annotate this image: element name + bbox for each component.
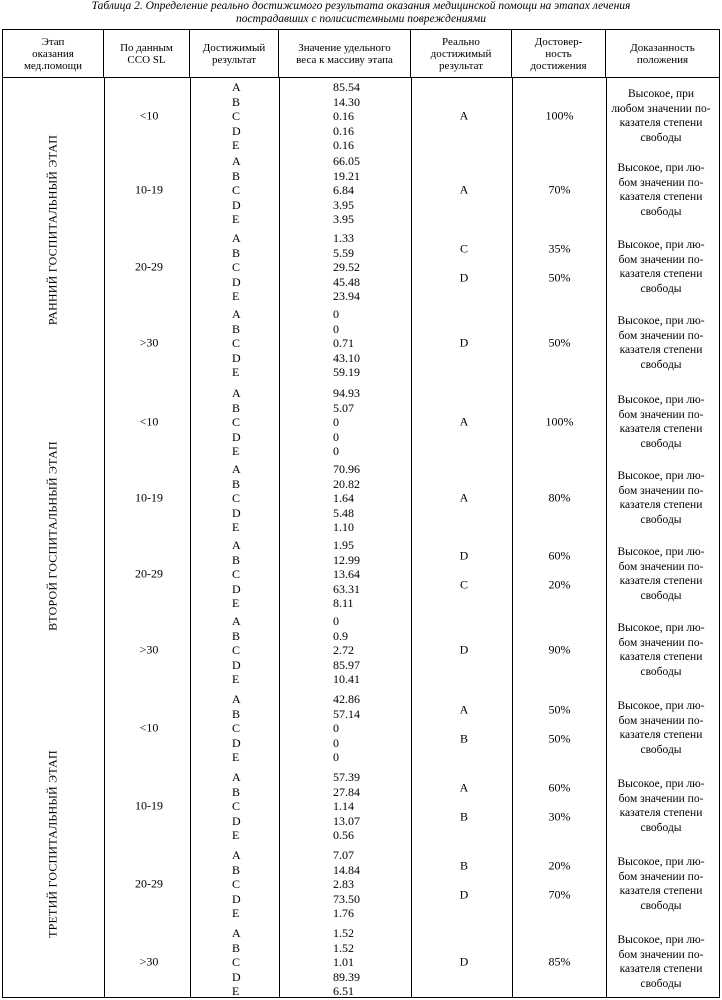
specific-weight-value: 1.95: [333, 538, 354, 552]
proof-line: свободы: [640, 205, 682, 218]
specific-weight-value: 13.64: [333, 567, 360, 581]
reliability-value: 50%: [548, 270, 571, 285]
proof-line: Высокое, при лю-: [617, 934, 705, 946]
sl-range: 10-19: [135, 798, 163, 813]
achievable-result: E: [232, 212, 240, 226]
achievable-result: E: [232, 750, 240, 764]
reliability-value: 100%: [545, 414, 574, 429]
achievable-result: B: [232, 400, 241, 415]
real-result: B: [459, 731, 468, 746]
achievable-result: C: [232, 183, 241, 197]
achievable-result: B: [232, 784, 241, 799]
specific-weight-value: 8.11: [333, 596, 354, 610]
proof-line: бом значении по-: [618, 560, 704, 573]
specific-weight-value: 1.52: [333, 940, 354, 955]
sl-range: 20-29: [135, 876, 163, 891]
reliability-value: 20%: [548, 577, 571, 592]
sl-range: >30: [139, 954, 159, 969]
achievable-result: B: [232, 168, 241, 183]
specific-weight-value: 0.16: [333, 123, 354, 138]
achievable-result: B: [232, 552, 241, 567]
proof-text: [606, 621, 716, 679]
real-result: D: [459, 270, 469, 285]
reliability-value: 60%: [548, 548, 571, 563]
proof-line: казателя степени: [619, 499, 703, 511]
achievable-result: C: [232, 109, 241, 123]
real-result: B: [459, 858, 468, 873]
achievable-result: C: [232, 336, 241, 350]
real-result: D: [459, 887, 469, 902]
proof-line: свободы: [640, 437, 682, 450]
achievable-result: B: [232, 321, 241, 336]
sl-range: <10: [139, 108, 159, 123]
stage-label: [3, 382, 103, 690]
sl-range: 10-19: [135, 182, 163, 197]
stage-name: ВТОРОЙ ГОСПИТАЛЬНЫЙ ЭТАП: [45, 441, 60, 631]
specific-weight-value: 42.86: [333, 692, 360, 706]
header-achievable: Достижимый результат: [190, 30, 279, 77]
sl-range: >30: [139, 642, 159, 657]
real-result: A: [459, 490, 469, 505]
proof-line: Высокое, при лю-: [617, 394, 705, 406]
reliability-value: 80%: [548, 490, 571, 505]
achievable-result: E: [232, 520, 240, 534]
specific-weight-value: 0: [333, 735, 339, 750]
proof-line: бом значении по-: [618, 792, 704, 805]
reliability-value: 50%: [548, 702, 571, 717]
achievable-result: D: [232, 197, 241, 212]
achievable-result: E: [232, 444, 240, 458]
achievable-result: D: [232, 969, 241, 984]
proof-line: свободы: [640, 899, 682, 912]
real-result: D: [459, 548, 469, 563]
achievable-result: B: [232, 94, 241, 109]
proof-line: любом значении по-: [611, 102, 711, 115]
proof-line: казателя степени: [619, 117, 703, 129]
specific-weight-value: 6.51: [333, 984, 354, 998]
specific-weight-value: 0: [333, 415, 339, 429]
specific-weight-value: 19.21: [333, 168, 360, 183]
achievable-result: D: [232, 581, 241, 596]
proof-line: казателя степени: [619, 651, 703, 663]
proof-text: [606, 545, 716, 603]
specific-weight-value: 0.9: [333, 628, 348, 643]
reliability-value: 70%: [548, 182, 571, 197]
specific-weight-value: 0.16: [333, 138, 354, 152]
real-result: D: [459, 954, 469, 969]
proof-line: Высокое, при лю-: [617, 239, 705, 251]
proof-text: [606, 855, 716, 913]
specific-weight-value: 7.07: [333, 848, 354, 862]
proof-line: свободы: [640, 131, 682, 144]
specific-weight-value: 0: [333, 750, 339, 764]
header-value: Значение удельного веса к массиву этапа: [279, 30, 411, 77]
table-caption: [0, 0, 722, 30]
achievable-result: A: [232, 386, 241, 400]
real-result: D: [459, 642, 469, 657]
specific-weight-value: 0.16: [333, 109, 354, 123]
achievable-result: A: [232, 307, 241, 321]
achievable-result: A: [232, 231, 241, 245]
proof-line: бом значении по-: [618, 948, 704, 961]
proof-line: свободы: [640, 977, 682, 990]
proof-line: Высокое, при лю-: [617, 778, 705, 790]
proof-line: Высокое, при лю-: [617, 315, 705, 327]
sl-range: <10: [139, 720, 159, 735]
proof-text: [606, 238, 716, 296]
achievable-result: A: [232, 462, 241, 476]
data-table: [2, 29, 720, 998]
specific-weight-value: 57.14: [333, 706, 360, 721]
proof-line: казателя степени: [619, 807, 703, 819]
reliability-value: 70%: [548, 887, 571, 902]
real-result: C: [459, 577, 468, 592]
specific-weight-value: 45.48: [333, 274, 360, 289]
proof-line: бом значении по-: [618, 484, 704, 497]
specific-weight-value: 14.84: [333, 862, 360, 877]
achievable-result: A: [232, 770, 241, 784]
header-sl: По данным CCO SL: [104, 30, 190, 77]
achievable-result: D: [232, 123, 241, 138]
achievable-result: D: [232, 274, 241, 289]
specific-weight-value: 12.99: [333, 552, 360, 567]
achievable-result: D: [232, 350, 241, 365]
achievable-result: E: [232, 828, 240, 842]
specific-weight-value: 1.76: [333, 906, 354, 920]
proof-text: [606, 87, 716, 145]
proof-line: казателя степени: [619, 268, 703, 280]
specific-weight-value: 29.52: [333, 260, 360, 274]
achievable-result: C: [232, 799, 241, 813]
real-result: C: [459, 241, 468, 256]
real-result: A: [459, 182, 469, 197]
proof-text: [606, 393, 716, 451]
specific-weight-value: 3.95: [333, 197, 354, 212]
specific-weight-value: 5.59: [333, 245, 354, 260]
specific-weight-value: 89.39: [333, 969, 360, 984]
achievable-result: E: [232, 365, 240, 379]
specific-weight-value: 5.07: [333, 400, 354, 415]
proof-line: казателя степени: [619, 344, 703, 356]
proof-line: свободы: [640, 282, 682, 295]
proof-line: казателя степени: [619, 575, 703, 587]
table-header-row: [3, 30, 719, 78]
header-proof: Доказанность положения: [630, 41, 695, 66]
specific-weight-value: 0: [333, 721, 339, 735]
proof-line: бом значении по-: [618, 636, 704, 649]
real-result: B: [459, 809, 468, 824]
sl-range: 10-19: [135, 490, 163, 505]
specific-weight-value: 20.82: [333, 476, 360, 491]
specific-weight-value: 57.39: [333, 770, 360, 784]
specific-weight-value: 43.10: [333, 350, 360, 365]
specific-weight-value: 73.50: [333, 891, 360, 906]
reliability-value: 100%: [545, 108, 574, 123]
sl-range: <10: [139, 414, 159, 429]
specific-weight-value: 5.48: [333, 505, 354, 520]
specific-weight-value: 1.64: [333, 491, 354, 505]
proof-line: свободы: [640, 821, 682, 834]
achievable-result: B: [232, 245, 241, 260]
specific-weight-value: 0.71: [333, 336, 354, 350]
caption-line-1: Таблица 2. Определение реально достижимого результата оказания медицинской помощи на этапах лечения: [91, 0, 631, 12]
stage-label: [3, 690, 103, 998]
proof-text: [606, 314, 716, 372]
proof-line: казателя степени: [619, 191, 703, 203]
proof-line: свободы: [640, 665, 682, 678]
sl-range: 20-29: [135, 259, 163, 274]
achievable-result: E: [232, 596, 240, 610]
proof-line: бом значении по-: [618, 714, 704, 727]
achievable-result: D: [232, 891, 241, 906]
real-result: A: [459, 108, 469, 123]
achievable-result: A: [232, 80, 241, 94]
reliability-value: 50%: [548, 731, 571, 746]
achievable-result: C: [232, 260, 241, 274]
stage-label: [3, 77, 103, 382]
specific-weight-value: 1.01: [333, 955, 354, 969]
specific-weight-value: 1.14: [333, 799, 354, 813]
achievable-result: B: [232, 706, 241, 721]
proof-line: свободы: [640, 513, 682, 526]
achievable-result: C: [232, 491, 241, 505]
achievable-result: E: [232, 906, 240, 920]
proof-line: Высокое, при лю-: [617, 856, 705, 868]
proof-line: бом значении по-: [618, 408, 704, 421]
proof-text: [606, 777, 716, 835]
specific-weight-value: 27.84: [333, 784, 360, 799]
achievable-result: D: [232, 735, 241, 750]
achievable-result: B: [232, 628, 241, 643]
header-real: Реально достижимый результат: [411, 30, 512, 77]
achievable-result: B: [232, 940, 241, 955]
specific-weight-value: 6.84: [333, 183, 354, 197]
real-result: A: [459, 414, 469, 429]
achievable-result: C: [232, 643, 241, 657]
proof-line: бом значении по-: [618, 329, 704, 342]
reliability-value: 50%: [548, 335, 571, 350]
header-stage: Этап оказания мед.помощи: [3, 30, 104, 77]
proof-line: бом значении по-: [618, 870, 704, 883]
specific-weight-value: 70.96: [333, 462, 360, 476]
caption-line-2: пострадавших с полисистемными повреждениями: [236, 13, 486, 25]
specific-weight-value: 94.93: [333, 386, 360, 400]
achievable-result: D: [232, 657, 241, 672]
specific-weight-value: 0: [333, 614, 339, 628]
proof-line: Высокое, при лю-: [617, 470, 705, 482]
column-divider: [411, 77, 412, 997]
achievable-result: B: [232, 476, 241, 491]
specific-weight-value: 1.52: [333, 926, 354, 940]
proof-text: [606, 469, 716, 527]
achievable-result: C: [232, 415, 241, 429]
reliability-value: 30%: [548, 809, 571, 824]
achievable-result: A: [232, 848, 241, 862]
specific-weight-value: 0: [333, 444, 339, 458]
achievable-result: C: [232, 721, 241, 735]
proof-line: казателя степени: [619, 729, 703, 741]
achievable-result: E: [232, 984, 240, 998]
real-result: A: [459, 702, 469, 717]
column-divider: [279, 77, 280, 997]
header-reliability: Достовер- ность достижения: [512, 30, 606, 77]
specific-weight-value: 0: [333, 307, 339, 321]
proof-line: Высокое, при лю-: [617, 700, 705, 712]
reliability-value: 90%: [548, 642, 571, 657]
column-divider: [190, 77, 191, 997]
reliability-value: 85%: [548, 954, 571, 969]
stage-name: ТРЕТИЙ ГОСПИТАЛЬНЫЙ ЭТАП: [45, 750, 60, 938]
real-result: D: [459, 335, 469, 350]
specific-weight-value: 59.19: [333, 365, 360, 379]
proof-line: бом значении по-: [618, 176, 704, 189]
achievable-result: A: [232, 614, 241, 628]
column-divider: [104, 77, 105, 997]
specific-weight-value: 0: [333, 429, 339, 444]
sl-range: >30: [139, 335, 159, 350]
proof-line: свободы: [640, 358, 682, 371]
sl-range: 20-29: [135, 566, 163, 581]
proof-line: свободы: [640, 743, 682, 756]
proof-line: казателя степени: [619, 885, 703, 897]
proof-line: казателя степени: [619, 963, 703, 975]
proof-line: Высокое, при лю-: [617, 622, 705, 634]
specific-weight-value: 23.94: [333, 289, 360, 303]
achievable-result: A: [232, 692, 241, 706]
reliability-value: 60%: [548, 780, 571, 795]
specific-weight-value: 1.10: [333, 520, 354, 534]
achievable-result: A: [232, 154, 241, 168]
achievable-result: E: [232, 138, 240, 152]
specific-weight-value: 1.33: [333, 231, 354, 245]
proof-line: бом значении по-: [618, 253, 704, 266]
proof-text: [606, 699, 716, 757]
achievable-result: C: [232, 877, 241, 891]
stage-name: РАННИЙ ГОСПИТАЛЬНЫЙ ЭТАП: [45, 134, 60, 325]
specific-weight-value: 13.07: [333, 813, 360, 828]
proof-line: Высокое, при лю-: [617, 546, 705, 558]
specific-weight-value: 85.54: [333, 80, 360, 94]
achievable-result: C: [232, 955, 241, 969]
specific-weight-value: 66.05: [333, 154, 360, 168]
specific-weight-value: 10.41: [333, 672, 360, 686]
proof-line: казателя степени: [619, 423, 703, 435]
achievable-result: C: [232, 567, 241, 581]
specific-weight-value: 3.95: [333, 212, 354, 226]
proof-line: Высокое, при лю-: [617, 162, 705, 174]
reliability-value: 35%: [548, 241, 571, 256]
achievable-result: A: [232, 926, 241, 940]
proof-line: Высокое, при: [627, 88, 695, 100]
achievable-result: D: [232, 813, 241, 828]
specific-weight-value: 63.31: [333, 581, 360, 596]
specific-weight-value: 0.56: [333, 828, 354, 842]
proof-text: [606, 933, 716, 991]
achievable-result: B: [232, 862, 241, 877]
proof-line: свободы: [640, 589, 682, 602]
reliability-value: 20%: [548, 858, 571, 873]
achievable-result: D: [232, 429, 241, 444]
proof-text: [606, 161, 716, 219]
achievable-result: E: [232, 289, 240, 303]
achievable-result: A: [232, 538, 241, 552]
real-result: A: [459, 780, 469, 795]
specific-weight-value: 0: [333, 321, 339, 336]
achievable-result: D: [232, 505, 241, 520]
specific-weight-value: 2.83: [333, 877, 354, 891]
specific-weight-value: 85.97: [333, 657, 360, 672]
specific-weight-value: 2.72: [333, 643, 354, 657]
achievable-result: E: [232, 672, 240, 686]
specific-weight-value: 14.30: [333, 94, 360, 109]
